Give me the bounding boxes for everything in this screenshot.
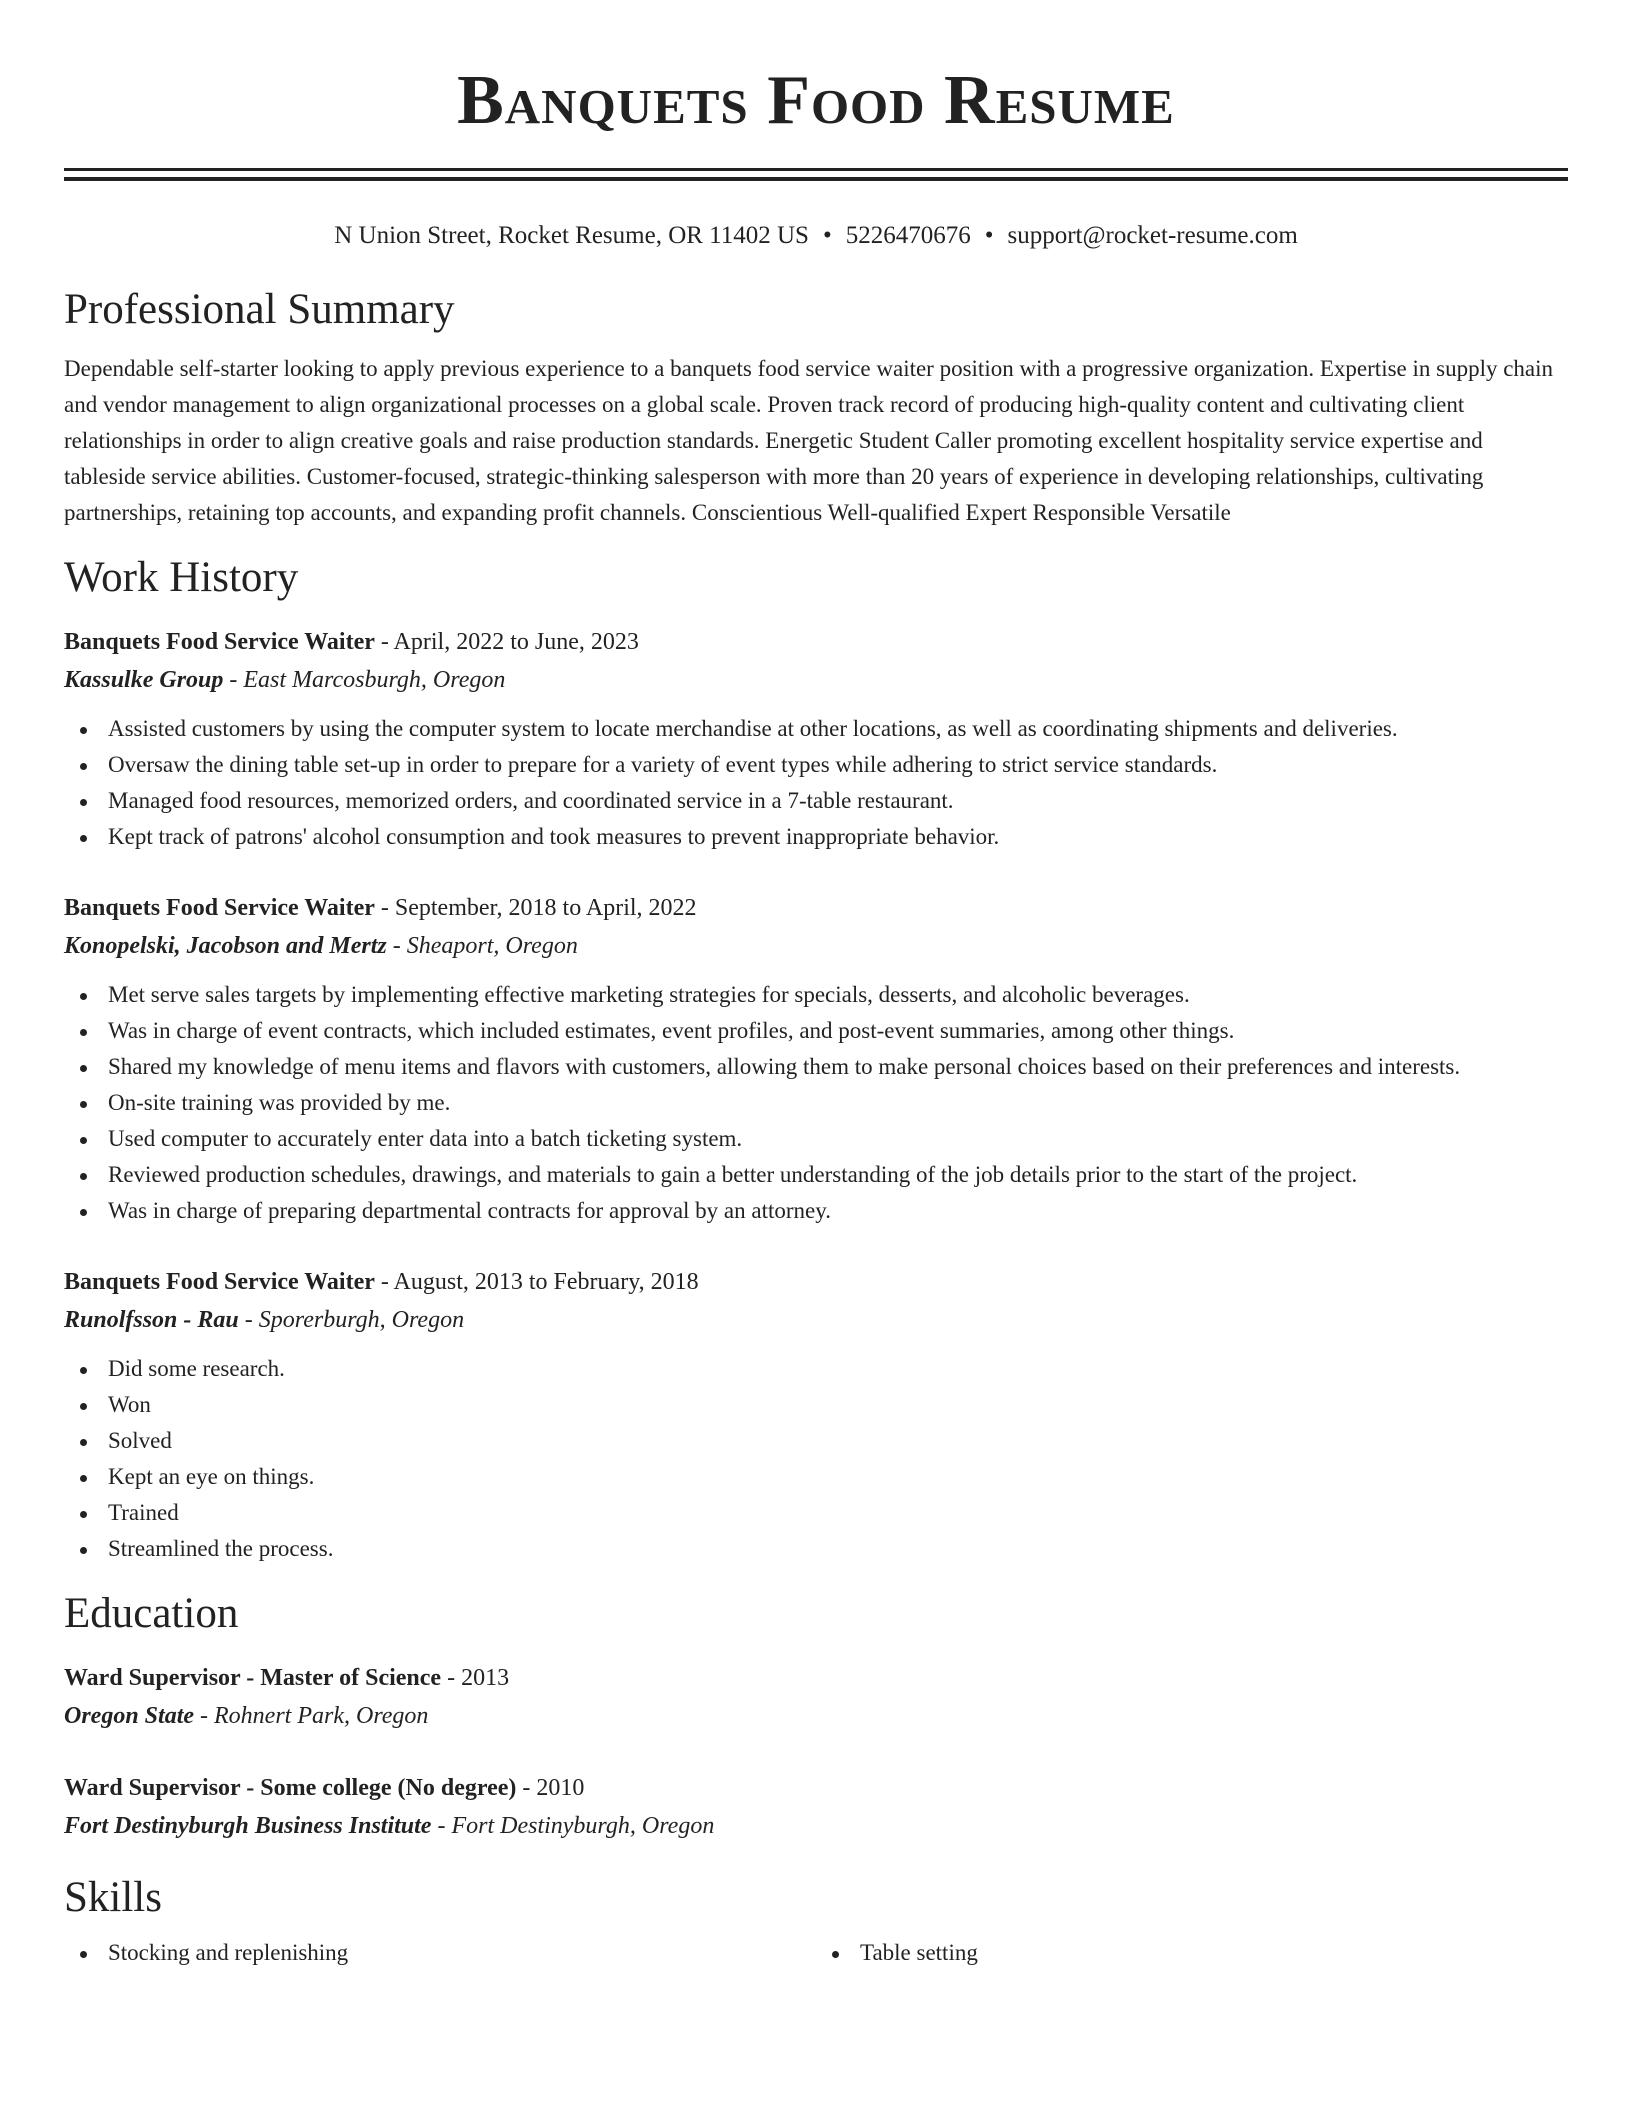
list-item xyxy=(108,1157,1568,1193)
section-heading-education: Education xyxy=(64,1590,239,1637)
school-line: Oregon State - Rohnert Park, Oregon xyxy=(64,1703,429,1729)
job-duties-list xyxy=(64,711,1568,855)
job-dates: September, 2018 to April, 2022 xyxy=(394,895,697,921)
list-item xyxy=(108,1351,1568,1387)
list-item-text: Streamlined the process. xyxy=(108,1536,334,1561)
list-item-text: Shared my knowledge of menu items and flavors with customers, allowing them to make personal choices based on their preferences and interests. xyxy=(108,1054,1461,1079)
list-item xyxy=(108,1013,1568,1049)
bullet-icon xyxy=(80,1209,87,1216)
bullet-icon xyxy=(80,1439,87,1446)
list-item xyxy=(108,1049,1568,1085)
bullet-icon xyxy=(80,1101,87,1108)
skill-text: Stocking and replenishing xyxy=(108,1940,349,1965)
job-employer-line: Kassulke Group - East Marcosburgh, Oregon xyxy=(64,667,506,693)
list-item-text: Used computer to accurately enter data into a batch ticketing system. xyxy=(108,1126,743,1151)
bullet-icon xyxy=(80,1173,87,1180)
degree-line: Ward Supervisor - Master of Science - 2013 xyxy=(64,1665,510,1691)
list-item-text: Kept track of patrons' alcohol consumption and took measures to prevent inappropriate behavior. xyxy=(108,824,1000,849)
bullet-icon xyxy=(80,993,87,1000)
bullet-icon xyxy=(80,799,87,806)
bullet-icon xyxy=(80,835,87,842)
bullet-icon xyxy=(80,1137,87,1144)
bullet-icon xyxy=(80,727,87,734)
skill-item xyxy=(860,1935,1568,1971)
job-title-line: Banquets Food Service Waiter - September, 2018 to April, 2022 xyxy=(64,895,697,921)
bullet-icon xyxy=(80,1403,87,1410)
list-item-text: Did some research. xyxy=(108,1356,285,1381)
skills-columns xyxy=(64,1935,1568,1971)
list-item xyxy=(108,1459,1568,1495)
resume-title: Banquets Food Resume xyxy=(457,62,1175,139)
title-divider-top xyxy=(64,168,1568,171)
list-item-text: Was in charge of preparing departmental contracts for approval by an attorney. xyxy=(108,1198,831,1223)
school-location: Fort Destinyburgh, Oregon xyxy=(451,1813,715,1839)
contact-separator: • xyxy=(822,222,832,249)
graduation-year: 2013 xyxy=(461,1665,510,1691)
job-duties-list xyxy=(64,977,1568,1229)
list-item-text: Managed food resources, memorized orders, and coordinated service in a 7-table restaurant. xyxy=(108,788,954,813)
job-title-line: Banquets Food Service Waiter - April, 2022 to June, 2023 xyxy=(64,629,639,655)
bullet-icon xyxy=(80,763,87,770)
skills-list-left xyxy=(64,1935,816,1971)
skill-item xyxy=(108,1935,816,1971)
school-location: Rohnert Park, Oregon xyxy=(214,1703,429,1729)
list-item-text: Reviewed production schedules, drawings, and materials to gain a better understanding of the job details prior to the start of the project. xyxy=(108,1162,1358,1187)
list-item-text: Oversaw the dining table set-up in order to prepare for a variety of event types while adhering to strict service standards. xyxy=(108,752,1218,777)
contact-line xyxy=(64,221,1568,251)
list-item xyxy=(108,1121,1568,1157)
contact-phone: 5226470676 xyxy=(845,222,971,249)
job-employer: Konopelski, Jacobson and Mertz xyxy=(64,933,387,959)
list-item-text: Kept an eye on things. xyxy=(108,1464,315,1489)
job-title: Banquets Food Service Waiter xyxy=(64,629,375,655)
bullet-icon xyxy=(80,1367,87,1374)
summary-text: Dependable self-starter looking to apply previous experience to a banquets food service waiter position with a progressive organization. Expertise in supply chain and vendor management to align organizational processes on a global scale. Proven track record of producing high-quality content and cultivating client relationships in order to align creative goals and raise production standards. Energetic Student Caller promoting excellent hospitality service expertise and tableside service abilities. Customer-focused, strategic-thinking salesperson with more than 20 years of experience in developing relationships, cultivating partnerships, retaining top accounts, and expanding profit channels. Conscientious Well-qualified Expert Responsible Versatile xyxy=(64,356,1554,525)
job-location: Sheaport, Oregon xyxy=(406,933,578,959)
list-item xyxy=(108,977,1568,1013)
list-item-text: Assisted customers by using the computer system to locate merchandise at other locations, as well as coordinating shipments and deliveries. xyxy=(108,716,1398,741)
job-title-line: Banquets Food Service Waiter - August, 2013 to February, 2018 xyxy=(64,1269,699,1295)
section-heading-summary: Professional Summary xyxy=(64,286,455,333)
bullet-icon xyxy=(80,1951,87,1958)
school-line: Fort Destinyburgh Business Institute - Fort Destinyburgh, Oregon xyxy=(64,1813,715,1839)
list-item-text: Was in charge of event contracts, which included estimates, event profiles, and post-event summaries, among other things. xyxy=(108,1018,1235,1043)
graduation-year: 2010 xyxy=(536,1775,585,1801)
bullet-icon xyxy=(80,1029,87,1036)
section-heading-work-history: Work History xyxy=(64,554,299,601)
job-dates: August, 2013 to February, 2018 xyxy=(393,1269,699,1295)
job-location: Sporerburgh, Oregon xyxy=(258,1307,465,1333)
job-title: Banquets Food Service Waiter xyxy=(64,1269,375,1295)
job-employer-line: Runolfsson - Rau - Sporerburgh, Oregon xyxy=(64,1307,465,1333)
title-divider-bottom xyxy=(64,177,1568,181)
list-item-text: Solved xyxy=(108,1428,172,1453)
skills-list-right xyxy=(816,1935,1568,1971)
section-heading-skills: Skills xyxy=(64,1874,162,1921)
education-entry xyxy=(64,1659,1568,1735)
contact-address: N Union Street, Rocket Resume, OR 11402 US xyxy=(334,222,809,249)
school-name: Fort Destinyburgh Business Institute xyxy=(64,1813,432,1839)
job-employer: Runolfsson - Rau xyxy=(64,1307,239,1333)
bullet-icon xyxy=(80,1547,87,1554)
list-item xyxy=(108,1193,1568,1229)
job-dates: April, 2022 to June, 2023 xyxy=(393,629,639,655)
list-item xyxy=(108,819,1568,855)
list-item xyxy=(108,1495,1568,1531)
list-item xyxy=(108,1423,1568,1459)
list-item xyxy=(108,783,1568,819)
job-entry xyxy=(64,1263,1568,1567)
degree: Ward Supervisor - Master of Science xyxy=(64,1665,442,1691)
list-item-text: Trained xyxy=(108,1500,179,1525)
bullet-icon xyxy=(832,1951,839,1958)
job-employer: Kassulke Group xyxy=(64,667,224,693)
contact-email: support@rocket-resume.com xyxy=(1007,222,1298,249)
education-entry xyxy=(64,1769,1568,1845)
skill-text: Table setting xyxy=(860,1940,978,1965)
resume-page xyxy=(64,0,1568,1971)
bullet-icon xyxy=(80,1511,87,1518)
bullet-icon xyxy=(80,1065,87,1072)
list-item xyxy=(108,1387,1568,1423)
list-item xyxy=(108,747,1568,783)
list-item-text: Won xyxy=(108,1392,151,1417)
list-item xyxy=(108,1531,1568,1567)
job-title: Banquets Food Service Waiter xyxy=(64,895,375,921)
job-duties-list xyxy=(64,1351,1568,1567)
job-entry xyxy=(64,623,1568,855)
degree: Ward Supervisor - Some college (No degree) xyxy=(64,1775,517,1801)
job-location: East Marcosburgh, Oregon xyxy=(243,667,506,693)
list-item xyxy=(108,711,1568,747)
bullet-icon xyxy=(80,1475,87,1482)
list-item-text: On-site training was provided by me. xyxy=(108,1090,451,1115)
job-entry xyxy=(64,889,1568,1229)
list-item xyxy=(108,1085,1568,1121)
degree-line: Ward Supervisor - Some college (No degree) - 2010 xyxy=(64,1775,585,1801)
list-item-text: Met serve sales targets by implementing effective marketing strategies for specials, desserts, and alcoholic beverages. xyxy=(108,982,1190,1007)
school-name: Oregon State xyxy=(64,1703,195,1729)
contact-separator: • xyxy=(984,222,994,249)
job-employer-line: Konopelski, Jacobson and Mertz - Sheaport, Oregon xyxy=(64,933,578,959)
